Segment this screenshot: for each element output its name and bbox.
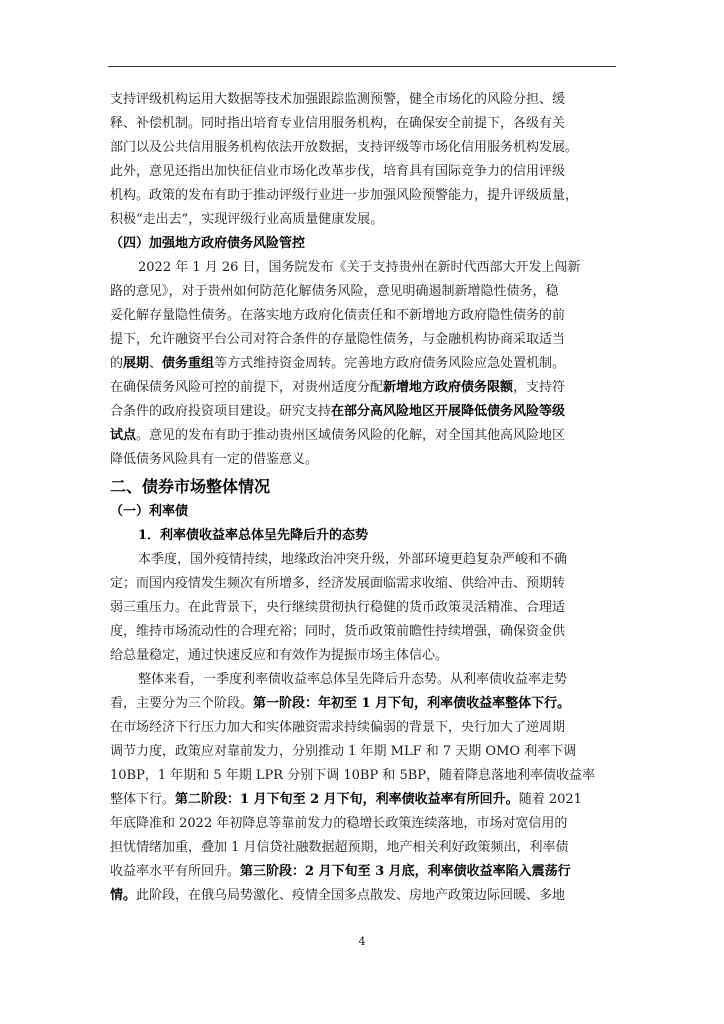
paragraph-yield-stages — [110, 668, 618, 908]
section-heading-rate-bonds: （一）利率债 — [110, 504, 189, 519]
bold-term: 债务重组 — [162, 356, 215, 371]
text-line: 2022 年 1 月 26 日，国务院发布《关于支持贵州在新时代西部大开发上闯新 — [138, 260, 581, 275]
paragraph-macro-background — [110, 548, 618, 668]
text-line: 支持评级机构运用大数据等技术加强跟踪监测预警，健全市场化的风险分担、缓 — [110, 92, 566, 107]
text-line: 弱三重压力。在此背景下，央行继续贯彻执行稳健的货币政策灵活精准、合理适 — [110, 600, 566, 615]
page-body — [110, 88, 618, 908]
text-line: 部门以及公共信用服务机构依法开放数据，支持评级等市场化信用服务机构发展。 — [110, 140, 579, 155]
text-line: 整体来看，一季度利率债收益率总体呈先降后升态势。从利率债收益率走势 — [138, 672, 568, 687]
text-line: 本季度，国外疫情持续，地缘政治冲突升级，外部环境更趋复杂严峻和不确 — [138, 552, 568, 567]
text-line: 在市场经济下行压力加大和实体融资需求持续偏弱的背景下，央行加大了逆周期 — [110, 720, 566, 735]
text-line: 给总量稳定，通过快速反应和有效作为提振市场主体信心。 — [110, 648, 449, 663]
bold-term: 展期 — [123, 356, 150, 371]
text-line: 释、补偿机制。同时指出培育专业信用服务机构，在确保安全前提下，各级有关 — [110, 116, 566, 131]
text-line: 收益率水平有所回升。第三阶段：2 月下旬至 3 月底，利率债收益率陷入震荡行 — [110, 864, 571, 879]
paragraph-rating-agencies — [110, 88, 618, 232]
header-rule — [108, 66, 616, 67]
text-line: 机构。政策的发布有助于推动评级行业进一步加强风险预警能力，提升评级质量， — [110, 188, 579, 203]
text-line: 提下，允许融资平台公司对符合条件的存量隐性债务，与金融机构协商采取适当 — [110, 332, 566, 347]
bold-stage: 第一阶段：年初至 1 月下旬，利率债收益率整体下行。 — [253, 696, 571, 711]
text-line: 路的意见》，对于贵州如何防范化解债务风险，意见明确遏制新增隐性债务，稳 — [110, 284, 559, 299]
text-line: 妥化解存量隐性债务。在落实地方政府化债责任和不新增地方政府隐性债务的前 — [110, 308, 566, 323]
text-line: 定；而国内疫情发生频次有所增多，经济发展面临需求收缩、供给冲击、预期转 — [110, 576, 566, 591]
paragraph-guizhou-debt — [110, 256, 618, 472]
bold-stage: 第三阶段：2 月下旬至 3 月底，利率债收益率陷入震荡行 — [240, 864, 571, 879]
text-line: 调节力度，政策应对靠前发力，分别推动 1 年期 MLF 和 7 天期 OMO 利率下调 — [110, 744, 577, 759]
text-line: 看，主要分为三个阶段。第一阶段：年初至 1 月下旬，利率债收益率整体下行。 — [110, 696, 571, 711]
text-line: 此外，意见还指出加快征信业市场化改革步伐，培育具有国际竞争力的信用评级 — [110, 164, 566, 179]
page-number: 4 — [358, 935, 366, 948]
text-line: 10BP，1 年期和 5 年期 LPR 分别下调 10BP 和 5BP，随着降息落地利率债收益率 — [110, 768, 596, 783]
text-line: 合条件的政府投资项目建设。研究支持在部分高风险地区开展降低债务风险等级 — [110, 404, 566, 419]
text-line: 情。此阶段，在俄乌局势激化、疫情全国多点散发、房地产政策边际回暖、多地 — [110, 888, 566, 903]
subsection-heading-yield-trend: 1．利率债收益率总体呈先降后升的态势 — [138, 528, 369, 543]
text-line: 在确保债务风险可控的前提下，对贵州适度分配新增地方政府债务限额，支持符 — [110, 380, 566, 395]
text-line: 年底降准和 2022 年初降息等靠前发力的稳增长政策连续落地，市场对宽信用的 — [110, 816, 568, 831]
text-line: 试点。意见的发布有助于推动贵州区域债务风险的化解，对全国其他高风险地区 — [110, 428, 566, 443]
chapter-heading-bond-market: 二、债券市场整体情况 — [110, 477, 271, 496]
text-line: 积极“走出去”，实现评级行业高质量健康发展。 — [110, 212, 384, 227]
section-heading-local-debt: （四）加强地方政府债务风险管控 — [110, 236, 306, 251]
bold-stage: 情。 — [110, 888, 137, 903]
text-line: 度，维持市场流动性的合理充裕；同时，货币政策前瞻性持续增强，确保资金供 — [110, 624, 566, 639]
bold-term: 在部分高风险地区开展降低债务风险等级 — [331, 404, 566, 419]
text-line: 担忧情绪加重，叠加 1 月信贷社融数据超预期，地产相关利好政策频出，利率债 — [110, 840, 569, 855]
text-line: 整体下行。第二阶段：1 月下旬至 2 月下旬，利率债收益率有所回升。随着 2021 — [110, 792, 582, 807]
bold-stage: 第二阶段：1 月下旬至 2 月下旬，利率债收益率有所回升。 — [175, 792, 519, 807]
text-line: 降低债务风险具有一定的借鉴意义。 — [110, 452, 319, 467]
bold-term: 试点 — [110, 428, 137, 443]
bold-term: 新增地方政府债务限额 — [383, 380, 514, 395]
text-line: 的展期、债务重组等方式维持资金周转。完善地方政府债务风险应急处置机制。 — [110, 356, 566, 371]
